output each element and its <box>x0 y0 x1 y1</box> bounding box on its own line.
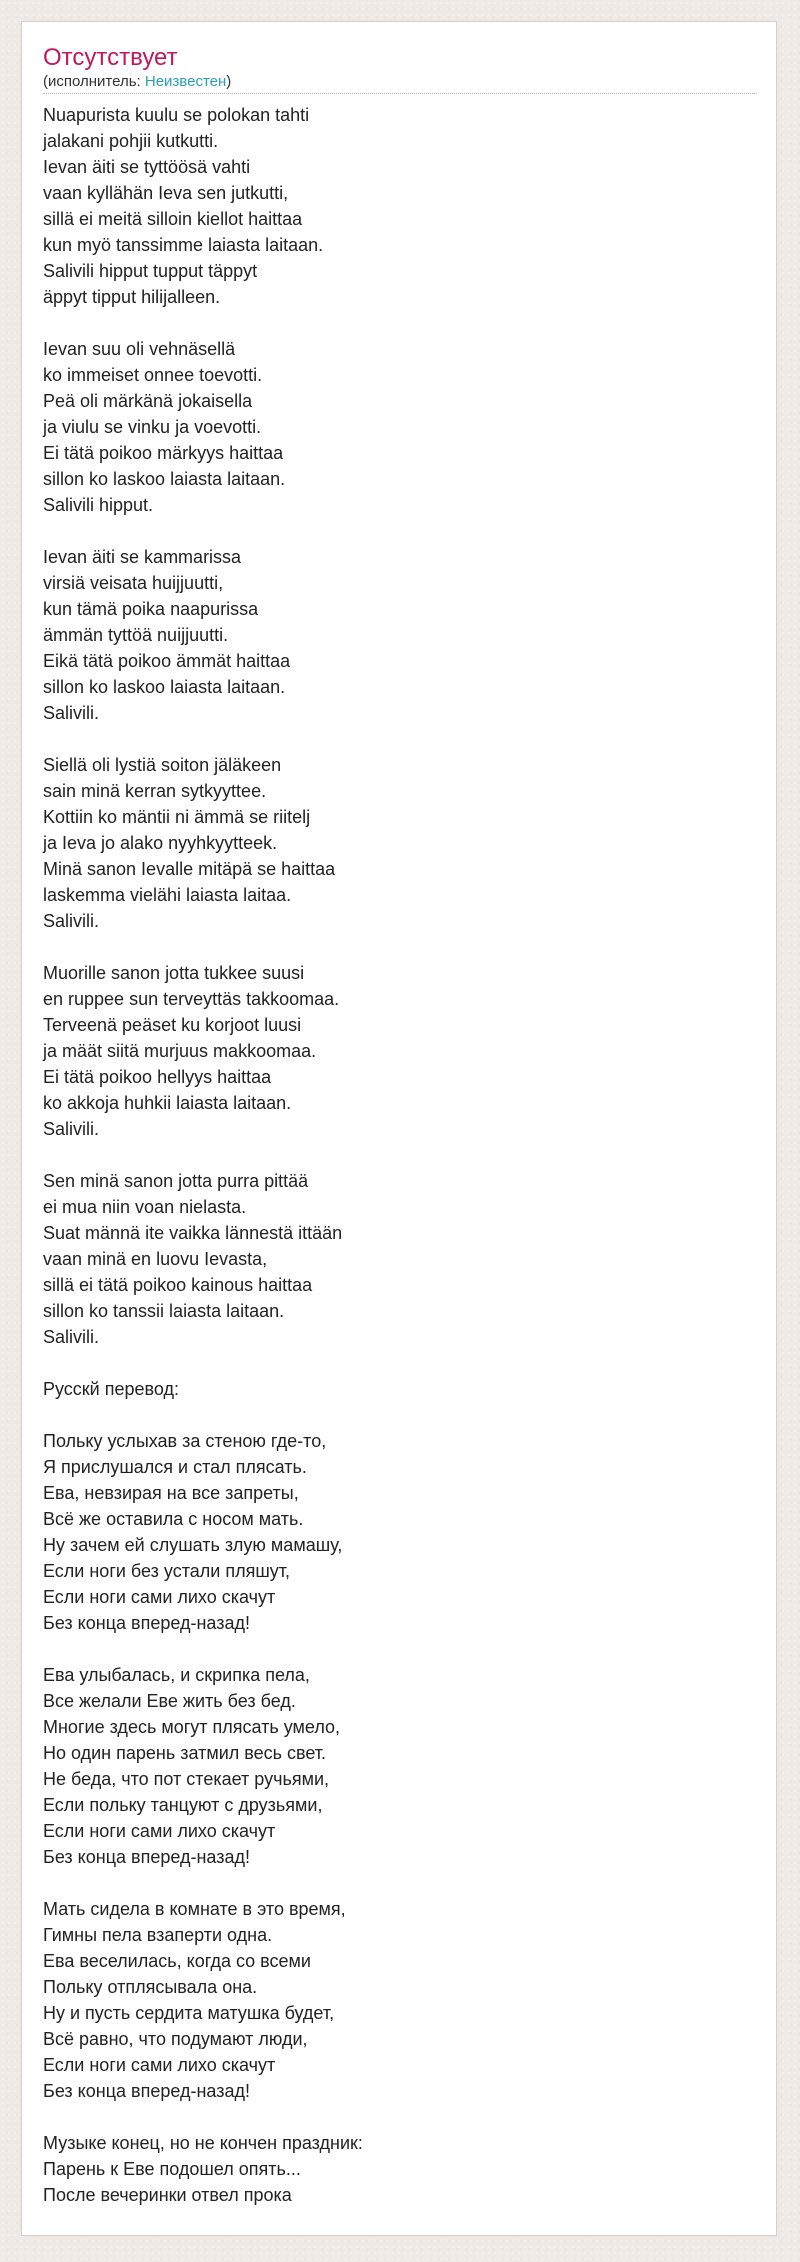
lyric-line: Мать сидела в комнате в это время, <box>43 1899 346 1919</box>
lyrics-stanza <box>43 960 755 1142</box>
lyric-line: ko immeiset onnee toevotti. <box>43 365 263 385</box>
lyric-line: Ei tätä poikoo märkyys haittaa <box>43 443 284 463</box>
lyric-line: Salivili. <box>43 911 100 931</box>
finnish-lyrics <box>43 102 755 1350</box>
lyric-line: Terveenä peäset ku korjoot luusi <box>43 1015 302 1035</box>
lyric-line: После вечеринки отвел прока <box>43 2185 292 2205</box>
lyric-line: Без конца вперед-назад! <box>43 1847 250 1867</box>
lyrics-stanza <box>43 1662 755 1870</box>
lyric-line: Всё же оставила с носом мать. <box>43 1509 304 1529</box>
lyrics-stanza <box>43 102 755 310</box>
russian-lyrics <box>43 1428 755 2208</box>
song-title: Отсутствует <box>43 44 178 71</box>
lyric-line: Salivili hipput. <box>43 495 154 515</box>
lyric-line: Не беда, что пот стекает ручьями, <box>43 1769 330 1789</box>
translation-heading: Русскй перевод: <box>43 1379 179 1399</box>
lyric-line: Если польку танцуют с друзьями, <box>43 1795 323 1815</box>
lyric-line: Но один парень затмил весь свет. <box>43 1743 327 1763</box>
lyric-line: laskemma vielähi laiasta laitaa. <box>43 885 292 905</box>
lyrics-stanza <box>43 1896 755 2104</box>
lyric-line: Если ноги без устали пляшут, <box>43 1561 291 1581</box>
lyric-line: ja määt siitä murjuus makkoomaa. <box>43 1041 317 1061</box>
lyric-line: Ei tätä poikoo hellyys haittaa <box>43 1067 272 1087</box>
lyric-line: Без конца вперед-назад! <box>43 1613 250 1633</box>
lyric-line: sillon ko tanssii laiasta laitaan. <box>43 1301 285 1321</box>
lyric-line: Ева улыбалась, и скрипка пела, <box>43 1665 310 1685</box>
lyric-line: ko akkoja huhkii laiasta laitaan. <box>43 1093 292 1113</box>
lyric-line: Salivili hipput tupput täppyt <box>43 261 258 281</box>
lyric-line: Ева веселилась, когда со всеми <box>43 1951 311 1971</box>
lyric-line: Ну зачем ей слушать злую мамашу, <box>43 1535 343 1555</box>
lyric-line: Siellä oli lystiä soiton jäläkeen <box>43 755 282 775</box>
lyric-line: Если ноги сами лихо скачут <box>43 1821 276 1841</box>
lyrics-card <box>21 21 777 2236</box>
lyrics-stanza <box>43 544 755 726</box>
lyric-line: sillon ko laskoo laiasta laitaan. <box>43 677 286 697</box>
artist-line <box>43 72 755 94</box>
lyric-line: kun myö tanssimme laiasta laitaan. <box>43 235 324 255</box>
lyric-line: Minä sanon Ievalle mitäpä se haittaa <box>43 859 336 879</box>
artist-prefix: (исполнитель: <box>43 73 145 90</box>
lyric-line: Парень к Еве подошел опять... <box>43 2159 301 2179</box>
lyric-line: sillä ei meitä silloin kiellot haittaa <box>43 209 303 229</box>
lyric-line: Kottiin ko mäntii ni ämmä se riitelj <box>43 807 311 827</box>
lyrics-stanza <box>43 1168 755 1350</box>
lyric-line: Музыке конец, но не кончен праздник: <box>43 2133 363 2153</box>
lyric-line: Я прислушался и стал плясать. <box>43 1457 307 1477</box>
lyric-line: Eikä tätä poikoo ämmät haittaa <box>43 651 291 671</box>
lyric-line: virsiä veisata huijjuutti, <box>43 573 224 593</box>
lyric-line: Ievan äiti se kammarissa <box>43 547 242 567</box>
artist-link[interactable]: Неизвестен <box>144 73 227 90</box>
lyric-line: jalakani pohjii kutkutti. <box>43 131 219 151</box>
lyrics-stanza <box>43 2130 755 2208</box>
lyric-line: Гимны пела взаперти одна. <box>43 1925 273 1945</box>
lyric-line: Многие здесь могут плясать умело, <box>43 1717 341 1737</box>
lyric-line: sillon ko laskoo laiasta laitaan. <box>43 469 286 489</box>
lyric-line: Если ноги сами лихо скачут <box>43 1587 276 1607</box>
lyric-line: Ievan äiti se tyttöösä vahti <box>43 157 251 177</box>
lyric-line: Salivili. <box>43 1119 100 1139</box>
lyric-line: sillä ei tätä poikoo kainous haittaa <box>43 1275 313 1295</box>
lyric-line: Suat männä ite vaikka lännestä ittään <box>43 1223 343 1243</box>
lyric-line: äppyt tipput hilijalleen. <box>43 287 221 307</box>
lyric-line: Все желали Еве жить без бед. <box>43 1691 296 1711</box>
lyric-line: Muorille sanon jotta tukkee suusi <box>43 963 305 983</box>
lyric-line: Без конца вперед-назад! <box>43 2081 250 2101</box>
lyric-line: Peä oli märkänä jokaisella <box>43 391 253 411</box>
lyric-line: Sen minä sanon jotta purra pittää <box>43 1171 309 1191</box>
lyric-line: Nuapurista kuulu se polokan tahti <box>43 105 310 125</box>
lyrics-text <box>43 102 755 2208</box>
lyric-line: Ну и пусть сердита матушка будет, <box>43 2003 335 2023</box>
lyric-line: sain minä kerran sytkyyttee. <box>43 781 267 801</box>
lyric-line: ja viulu se vinku ja voevotti. <box>43 417 262 437</box>
lyric-line: Salivili. <box>43 1327 100 1347</box>
lyric-line: ja Ieva jo alako nyyhkyytteek. <box>43 833 278 853</box>
lyric-line: Польку услыхав за стеною где-то, <box>43 1431 327 1451</box>
lyric-line: Если ноги сами лихо скачут <box>43 2055 276 2075</box>
lyric-line: Польку отплясывала она. <box>43 1977 258 1997</box>
lyric-line: ämmän tyttöä nuijjuutti. <box>43 625 229 645</box>
artist-suffix: ) <box>226 73 232 90</box>
lyric-line: ei mua niin voan nielasta. <box>43 1197 247 1217</box>
lyric-line: en ruppee sun terveyttäs takkoomaa. <box>43 989 340 1009</box>
lyric-line: vaan kyllähän Ieva sen jutkutti, <box>43 183 289 203</box>
lyrics-stanza <box>43 336 755 518</box>
lyric-line: vaan minä en luovu Ievasta, <box>43 1249 268 1269</box>
lyrics-stanza <box>43 1428 755 1636</box>
lyric-line: Ievan suu oli vehnäsellä <box>43 339 236 359</box>
lyric-line: Ева, невзирая на все запреты, <box>43 1483 299 1503</box>
lyrics-stanza <box>43 752 755 934</box>
lyric-line: kun tämä poika naapurissa <box>43 599 259 619</box>
lyric-line: Salivili. <box>43 703 100 723</box>
lyric-line: Всё равно, что подумают люди, <box>43 2029 308 2049</box>
